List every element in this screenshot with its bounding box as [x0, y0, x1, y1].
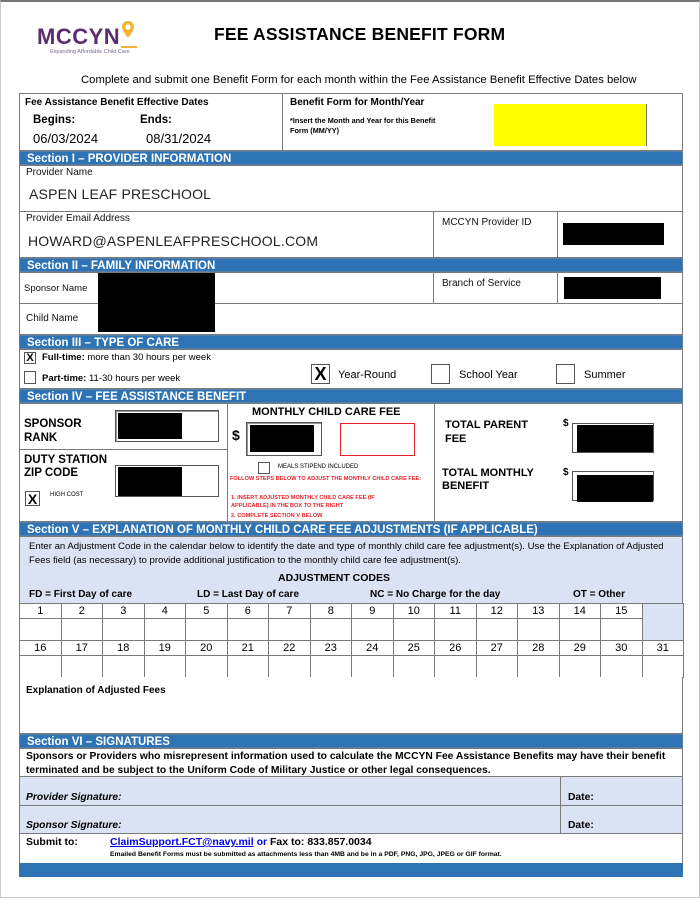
calendar-day-number: 11: [435, 604, 477, 619]
currency-symbol: $: [232, 427, 240, 443]
total-monthly-benefit-field[interactable]: [577, 475, 653, 502]
location-pin-icon: [121, 20, 135, 40]
provider-id-field[interactable]: [563, 223, 664, 245]
child-name-label: Child Name: [26, 313, 79, 324]
section-5-header: Section V – EXPLANATION OF MONTHLY CHILD CARE FEE ADJUSTMENTS (IF APPLICABLE): [19, 522, 683, 536]
section-4-header: Section IV – FEE ASSISTANCE BENEFIT: [19, 389, 683, 403]
calendar-day-number: 7: [269, 604, 311, 619]
calendar-day-input[interactable]: [352, 656, 394, 678]
year-round-label: Year-Round: [338, 369, 397, 381]
calendar-day-input[interactable]: [518, 619, 560, 641]
total-monthly-benefit-currency: $: [563, 467, 569, 478]
branch-field[interactable]: [564, 277, 661, 299]
calendar-day-number: 17: [61, 641, 103, 656]
calendar-day-input[interactable]: [269, 656, 311, 678]
summer-checkbox[interactable]: [556, 364, 575, 384]
calendar-day-number: 12: [476, 604, 518, 619]
calendar-day-number: 13: [518, 604, 560, 619]
mccyn-logo: [37, 20, 147, 58]
calendar-day-input[interactable]: [642, 656, 684, 678]
month-year-cell: [282, 93, 683, 151]
meals-stipend-label: MEALS STIPEND INCLUDED: [278, 464, 359, 470]
calendar-day-input[interactable]: [393, 619, 435, 641]
calendar-day-input[interactable]: [227, 656, 269, 678]
month-year-note: *Insert the Month and Year for this Benefit Form (MM/YY): [290, 116, 436, 135]
calendar-day-input[interactable]: [103, 619, 145, 641]
calendar-day-number: 9: [352, 604, 394, 619]
effective-dates-heading: Fee Assistance Benefit Effective Dates: [25, 97, 209, 108]
submit-fax: Fax to: 833.857.0034: [270, 836, 372, 848]
provider-email-label: Provider Email Address: [26, 213, 130, 224]
section-6-header: Section VI – SIGNATURES: [19, 734, 683, 748]
calendar-day-number: 6: [227, 604, 269, 619]
provider-name-field[interactable]: ASPEN LEAF PRESCHOOL: [29, 186, 212, 202]
branch-label: Branch of Service: [442, 278, 521, 289]
calendar-day-input[interactable]: [103, 656, 145, 678]
total-parent-fee-field[interactable]: [577, 425, 653, 452]
zip-field[interactable]: [118, 467, 182, 496]
fulltime-label: Full-time:: [42, 352, 85, 363]
logo-tagline: Expanding Affordable Child Care: [50, 49, 130, 55]
monthly-fee-label: MONTHLY CHILD CARE FEE: [252, 406, 401, 418]
code-ot: OT = Other: [573, 589, 625, 600]
year-round-checkbox[interactable]: X: [311, 364, 330, 384]
branch-cell: [557, 272, 683, 304]
calendar-blank-cell: [642, 604, 684, 641]
calendar-day-number: 3: [103, 604, 145, 619]
footer-bar: [19, 863, 683, 877]
total-parent-fee-currency: $: [563, 418, 569, 429]
calendar-day-number: 15: [601, 604, 643, 619]
calendar-day-input[interactable]: [144, 656, 186, 678]
adjust-instruction-1: 1. INSERT ADJUSTED MONTHLY CHILD CARE FEE (IF APPLICABLE) IN THE BOX TO THE RIGHT: [231, 495, 375, 509]
calendar-day-number: 30: [601, 641, 643, 656]
calendar-day-number: 23: [310, 641, 352, 656]
school-year-label: School Year: [459, 369, 518, 381]
section-3-header: Section III – TYPE OF CARE: [19, 335, 683, 349]
calendar-day-input[interactable]: [601, 656, 643, 678]
adjustment-codes-heading: ADJUSTMENT CODES: [278, 572, 391, 584]
calendar-day-input[interactable]: [393, 656, 435, 678]
zip-box: [115, 465, 219, 497]
calendar-day-input[interactable]: [435, 619, 477, 641]
calendar-day-number: 26: [435, 641, 477, 656]
calendar-day-input[interactable]: [476, 656, 518, 678]
sponsor-date-cell[interactable]: [560, 805, 683, 834]
monthly-fee-field[interactable]: [250, 425, 314, 452]
sponsor-signature-label: Sponsor Signature:: [26, 820, 122, 831]
calendar-day-input[interactable]: [310, 619, 352, 641]
calendar-day-number: 2: [61, 604, 103, 619]
fulltime-option: [42, 352, 211, 363]
calendar-day-number: 8: [310, 604, 352, 619]
section-1-header: Section I – PROVIDER INFORMATION: [19, 151, 683, 165]
calendar-day-number: 24: [352, 641, 394, 656]
total-monthly-benefit-label: TOTAL MONTHLY BENEFIT: [442, 467, 534, 492]
calendar-day-number: 22: [269, 641, 311, 656]
calendar-day-input[interactable]: [61, 656, 103, 678]
calendar-day-number: 27: [476, 641, 518, 656]
explanation-label: Explanation of Adjusted Fees: [26, 685, 166, 696]
submit-cell: [19, 833, 683, 863]
school-year-checkbox[interactable]: [431, 364, 450, 384]
calendar-day-input[interactable]: [352, 619, 394, 641]
type-of-care-cell: [19, 349, 683, 389]
sponsor-name-cell: [19, 272, 434, 304]
submit-note: Emailed Benefit Forms must be submitted as attachments less than 4MB and be in a PDF, PNG, JPG, JPEG or GIF format.: [110, 851, 502, 858]
total-parent-fee-box: [572, 423, 654, 453]
begins-date[interactable]: 06/03/2024: [33, 131, 99, 146]
adjust-instructions-heading: FOLLOW STEPS BELOW TO ADJUST THE MONTHLY CHILD CARE FEE:: [230, 476, 422, 482]
calendar-day-input[interactable]: [20, 656, 62, 678]
calendar-day-input[interactable]: [144, 619, 186, 641]
explanation-cell: [19, 677, 683, 734]
signature-warning-cell: [19, 748, 683, 777]
code-nc: NC = No Charge for the day: [370, 589, 501, 600]
parttime-description: 11-30 hours per week: [86, 373, 181, 384]
provider-date-label: Date:: [568, 792, 594, 803]
high-cost-label: HIGH COST: [50, 492, 84, 498]
calendar-day-input[interactable]: [186, 619, 228, 641]
zip-label: DUTY STATION ZIP CODE: [24, 454, 108, 479]
signature-warning: Sponsors or Providers who misrepresent information used to calculate the MCCYN Fee Assistance Benefits may have their benefit terminated and be subject to the Uniform Code of Military Justice or other legal consequences.: [26, 751, 666, 776]
high-cost-checkbox[interactable]: X: [25, 491, 40, 506]
branch-label-cell: [433, 272, 558, 304]
calendar-day-input[interactable]: [601, 619, 643, 641]
calendar-day-number: 25: [393, 641, 435, 656]
calendar-day-number: 4: [144, 604, 186, 619]
adjustment-calendar: [19, 603, 684, 678]
fulltime-description: more than 30 hours per week: [84, 352, 211, 363]
sponsor-name-field[interactable]: [98, 273, 215, 332]
provider-email-field[interactable]: HOWARD@ASPENLEAFPRESCHOOL.COM: [28, 233, 319, 249]
month-year-heading: Benefit Form for Month/Year: [290, 97, 425, 108]
meals-stipend-checkbox[interactable]: [258, 462, 270, 474]
adjusted-fee-field[interactable]: [340, 423, 415, 456]
calendar-day-number: 29: [559, 641, 601, 656]
code-fd: FD = First Day of care: [29, 589, 133, 600]
provider-id-cell: [557, 211, 683, 258]
provider-signature-label: Provider Signature:: [26, 792, 122, 803]
ends-date[interactable]: 08/31/2024: [146, 131, 212, 146]
sponsor-rank-cell: [19, 403, 228, 450]
total-parent-fee-label: TOTAL PARENT FEE: [445, 419, 528, 445]
section-2-header: Section II – FAMILY INFORMATION: [19, 258, 683, 272]
monthly-fee-cell: [227, 403, 435, 522]
sponsor-rank-field[interactable]: [118, 413, 182, 439]
provider-id-label: MCCYN Provider ID: [442, 217, 532, 228]
adjustment-info-cell: [19, 536, 683, 604]
totals-cell: [434, 403, 683, 522]
effective-dates-cell: [19, 93, 283, 151]
calendar-day-number: 19: [144, 641, 186, 656]
calendar-day-number: 14: [559, 604, 601, 619]
logo-underline: [121, 46, 137, 48]
begins-label: Begins:: [33, 114, 76, 126]
calendar-day-input[interactable]: [186, 656, 228, 678]
calendar-day-input[interactable]: [310, 656, 352, 678]
sponsor-name-label: Sponsor Name: [24, 283, 88, 294]
calendar-day-input[interactable]: [476, 619, 518, 641]
provider-date-cell[interactable]: [560, 776, 683, 806]
fulltime-checkbox[interactable]: X: [24, 352, 36, 364]
parttime-checkbox[interactable]: [24, 371, 36, 384]
code-ld: LD = Last Day of care: [197, 589, 300, 600]
provider-name-cell: [19, 165, 683, 212]
submit-email-link[interactable]: ClaimSupport.FCT@navy.mil: [110, 836, 254, 848]
provider-email-cell: [19, 211, 434, 258]
explanation-field[interactable]: [24, 699, 674, 729]
zip-cell: [19, 449, 228, 522]
calendar-day-input[interactable]: [559, 619, 601, 641]
total-monthly-benefit-box: [572, 471, 654, 501]
monthly-fee-box: [246, 422, 322, 456]
provider-signature-cell[interactable]: [19, 776, 561, 806]
parttime-label: Part-time:: [42, 373, 87, 384]
calendar-day-input[interactable]: [20, 619, 62, 641]
calendar-day-number: 28: [518, 641, 560, 656]
submit-label: Submit to:: [26, 836, 78, 848]
calendar-day-number: 10: [393, 604, 435, 619]
sponsor-rank-box: [115, 410, 219, 442]
calendar-day-number: 18: [103, 641, 145, 656]
calendar-day-input[interactable]: [559, 656, 601, 678]
calendar-day-input[interactable]: [269, 619, 311, 641]
submit-or: or: [253, 836, 270, 848]
page-title: FEE ASSISTANCE BENEFIT FORM: [214, 24, 506, 44]
provider-id-label-cell: [433, 211, 558, 258]
calendar-day-number: 31: [642, 641, 684, 656]
month-year-input[interactable]: [494, 104, 647, 146]
sponsor-date-label: Date:: [568, 820, 594, 831]
calendar-day-input[interactable]: [61, 619, 103, 641]
form-instruction: Complete and submit one Benefit Form for each month within the Fee Assistance Benefit Effective Dates below: [81, 74, 637, 86]
parttime-option: [42, 373, 180, 384]
sponsor-signature-cell[interactable]: [19, 805, 561, 834]
ends-label: Ends:: [140, 114, 172, 126]
adjust-instruction-2: 2. COMPLETE SECTION V BELOW: [231, 513, 323, 519]
calendar-day-input[interactable]: [435, 656, 477, 678]
summer-label: Summer: [584, 369, 626, 381]
sponsor-rank-label: SPONSOR RANK: [24, 418, 82, 444]
calendar-day-number: 5: [186, 604, 228, 619]
logo-text: MCCYN: [37, 24, 121, 49]
adjustment-intro: Enter an Adjustment Code in the calendar below to identify the date and type of monthly child care fee adjustment(s). Use the Explanation of Adjusted Fees field (as necessary) to provide additional justification to the monthly child care fee adjustment(s).: [29, 541, 664, 566]
calendar-day-number: 21: [227, 641, 269, 656]
calendar-day-number: 20: [186, 641, 228, 656]
submit-contact: [110, 836, 372, 848]
calendar-day-number: 1: [20, 604, 62, 619]
calendar-day-input[interactable]: [227, 619, 269, 641]
provider-name-label: Provider Name: [26, 167, 93, 178]
calendar-day-number: 16: [20, 641, 62, 656]
calendar-day-input[interactable]: [518, 656, 560, 678]
